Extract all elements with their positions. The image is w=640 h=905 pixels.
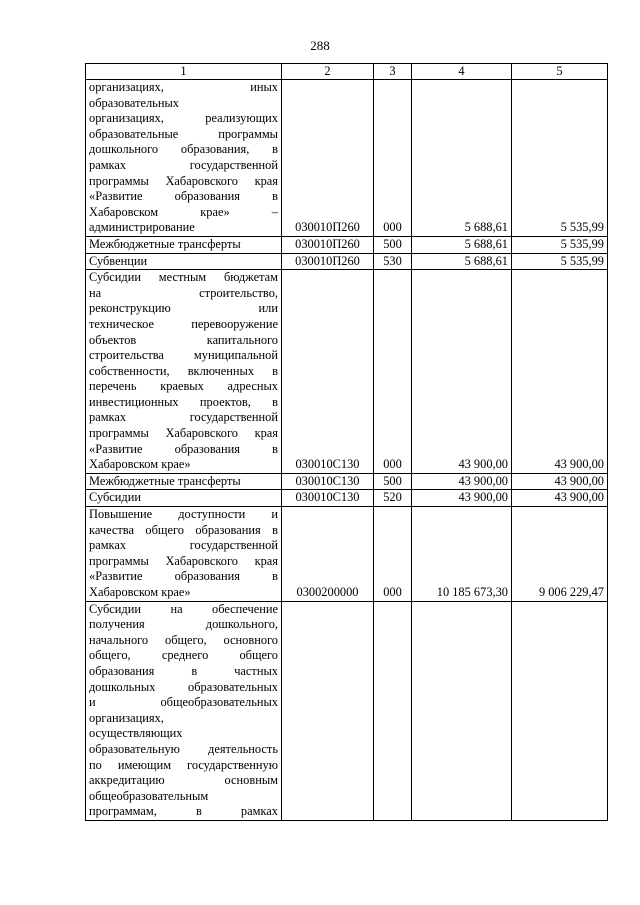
description-line: образовательных [89,95,179,110]
description-line: рамках государственной [89,538,278,553]
table-header-row [86,64,608,80]
row-amount-1: 5 688,61 [412,236,512,253]
description-line: Субсидии [89,490,141,505]
row-description [86,601,282,820]
description-line: организациях, [89,710,164,725]
description-line: аккредитацию основным [89,773,278,788]
description-line: реконструкцию или [89,301,278,316]
description-line: Межбюджетные трансферты [89,473,241,488]
row-expense-type: 530 [374,253,412,270]
description-line: общего, среднего общего [89,648,278,663]
description-line: общеобразовательным [89,788,209,803]
row-amount-1: 5 688,61 [412,253,512,270]
budget-table [85,63,608,821]
row-code [282,601,374,820]
header-col-1: 1 [86,64,282,80]
row-description [86,270,282,474]
description-line: получения дошкольного, [89,617,278,632]
row-expense-type: 000 [374,80,412,237]
row-amount-2: 43 900,00 [512,490,608,507]
row-code: 030010С130 [282,473,374,490]
row-code: 030010С130 [282,270,374,474]
row-amount-2: 5 535,99 [512,253,608,270]
table-row [86,80,608,237]
description-line: программы Хабаровского края [89,553,278,568]
description-line: начального общего, основного [89,632,278,647]
description-line: осуществляющих [89,726,183,741]
row-amount-1 [412,601,512,820]
description-line: рамках государственной [89,157,278,172]
description-line: качества общего образования в [89,522,278,537]
description-line: программы Хабаровского края [89,173,278,188]
row-amount-2: 43 900,00 [512,270,608,474]
header-col-5: 5 [512,64,608,80]
row-expense-type: 500 [374,473,412,490]
description-line: организациях, иных [89,80,278,94]
row-expense-type [374,601,412,820]
header-col-2: 2 [282,64,374,80]
description-line: образовательную деятельность [89,741,278,756]
row-amount-2: 5 535,99 [512,80,608,237]
row-expense-type: 500 [374,236,412,253]
description-line: техническое перевооружение [89,316,278,331]
row-code: 030010П260 [282,253,374,270]
description-line: программам, в рамках [89,804,278,819]
row-amount-2 [512,601,608,820]
row-amount-1: 43 900,00 [412,270,512,474]
table-row [86,270,608,474]
description-line: рамках государственной [89,410,278,425]
description-line: образовательные программы [89,126,278,141]
row-amount-2: 43 900,00 [512,473,608,490]
description-line: собственности, включенных в [89,363,278,378]
description-line: Межбюджетные трансферты [89,236,241,251]
description-line: Хабаровском крае» [89,457,191,472]
description-line: «Развитие образования в [89,189,278,204]
row-amount-2: 5 535,99 [512,236,608,253]
row-amount-2: 9 006 229,47 [512,507,608,602]
row-description [86,236,282,253]
table-row [86,490,608,507]
description-line: Повышение доступности и [89,507,278,522]
description-line: и общеобразовательных [89,695,278,710]
description-line: образования в частных [89,663,278,678]
row-description [86,507,282,602]
header-col-3: 3 [374,64,412,80]
description-line: инвестиционных проектов, в [89,394,278,409]
description-line: «Развитие образования в [89,569,278,584]
description-line: Хабаровском крае» [89,585,191,599]
row-description [86,253,282,270]
description-line: Субсидии местным бюджетам [89,270,278,285]
table-row [86,507,608,602]
description-line: «Развитие образования в [89,441,278,456]
row-amount-1: 43 900,00 [412,490,512,507]
description-line: организациях, реализующих [89,111,278,126]
row-code: 030010П260 [282,80,374,237]
description-line: дошкольных образовательных [89,679,278,694]
description-line: администрирование [89,220,195,235]
row-code: 030010П260 [282,236,374,253]
header-col-4: 4 [412,64,512,80]
description-line: Субвенции [89,253,148,268]
row-description [86,490,282,507]
description-line: по имеющим государственную [89,757,278,772]
table-row [86,236,608,253]
description-line: на строительство, [89,285,278,300]
description-line: строительства муниципальной [89,348,278,363]
description-line: Хабаровском крае» – [89,204,278,219]
row-description [86,473,282,490]
row-amount-1: 5 688,61 [412,80,512,237]
table-row [86,253,608,270]
description-line: перечень краевых адресных [89,379,278,394]
description-line: дошкольного образования, в [89,142,278,157]
table-row [86,601,608,820]
row-description [86,80,282,237]
row-amount-1: 43 900,00 [412,473,512,490]
row-code: 0300200000 [282,507,374,602]
row-expense-type: 000 [374,270,412,474]
row-amount-1: 10 185 673,30 [412,507,512,602]
row-expense-type: 520 [374,490,412,507]
row-code: 030010С130 [282,490,374,507]
table-row [86,473,608,490]
row-expense-type: 000 [374,507,412,602]
page-number: 288 [310,38,330,53]
description-line: программы Хабаровского края [89,426,278,441]
description-line: Субсидии на обеспечение [89,601,278,616]
description-line: объектов капитального [89,332,278,347]
